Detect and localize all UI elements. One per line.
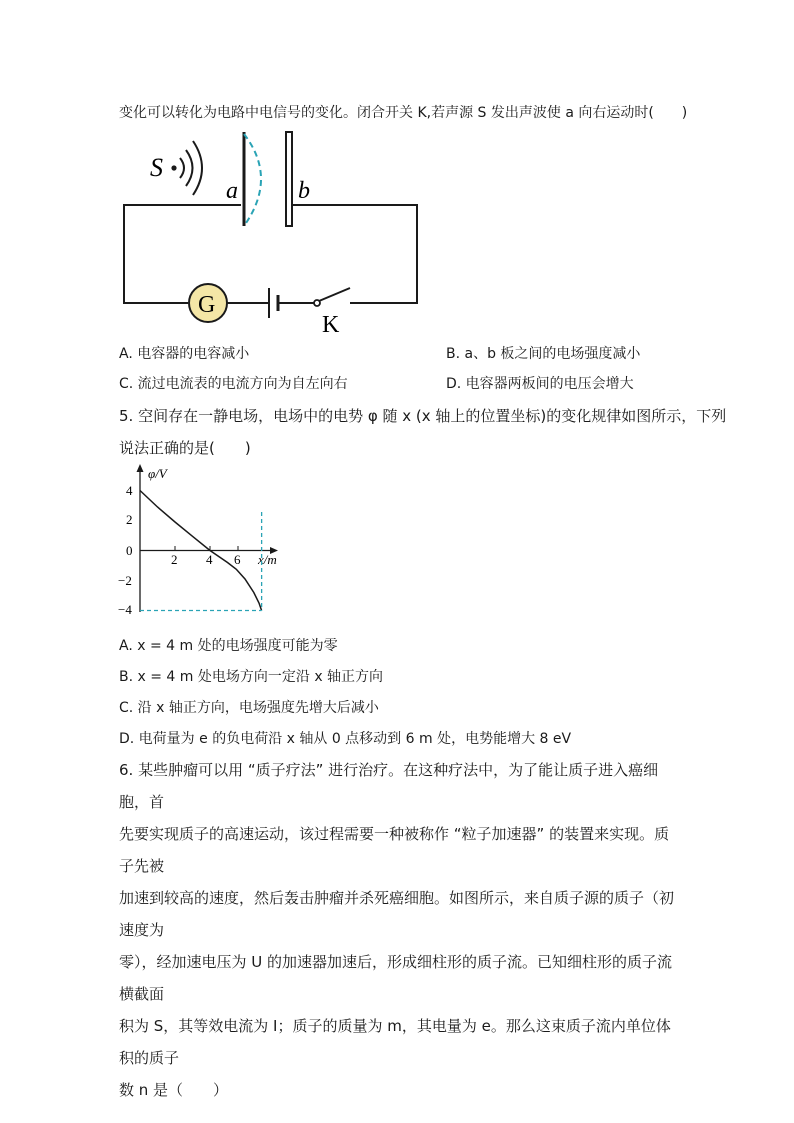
circuit-diagram [118,128,438,338]
x-tick-2: 2 [171,552,178,567]
y-tick-0: 0 [126,543,133,558]
sound-wave-2 [186,150,193,186]
q5-option-a[interactable]: A. x = 4 m 处的电场强度可能为零 [119,638,338,654]
wire-left [124,205,241,303]
potential-chart [118,462,298,622]
sound-source-dot [171,165,176,170]
plate-b-label: b [298,178,310,204]
q6-line-5: 积为 S，其等效电流为 I；质子的质量为 m，其电量为 e。那么这束质子流内单位体积的质子 [119,1017,671,1067]
x-tick-6: 6 [234,552,241,567]
q6-line-6: 数 n 是（ ） [119,1081,229,1099]
q5-option-d[interactable]: D. 电荷量为 e 的负电荷沿 x 轴从 0 点移动到 6 m 处，电势能增大 8 eV [119,731,572,747]
q4-option-a[interactable]: A. 电容器的电容减小 [119,346,250,362]
y-axis-label: φ/V [148,466,167,481]
q5-stem-line-2: 说法正确的是( ) [119,439,251,457]
q4-option-c[interactable]: C. 流过电流表的电流方向为自左向右 [119,376,348,392]
q6-line-1: 6. 某些肿瘤可以用 “质子疗法” 进行治疗。在这种疗法中，为了能让质子进入癌细胞，首 [119,761,659,811]
sound-source-label: S [150,153,163,182]
q5-option-c[interactable]: C. 沿 x 轴正方向，电场强度先增大后减小 [119,700,379,716]
y-tick-neg4: −4 [118,602,132,617]
switch-label: K [322,312,340,338]
q6-stem [119,754,679,1106]
q4-option-b[interactable]: B. a、b 板之间的电场强度减小 [446,346,641,362]
q6-line-3: 加速到较高的速度，然后轰击肿瘤并杀死癌细胞。如图所示，来自质子源的质子（初速度为 [119,889,675,939]
q4-stem: 变化可以转化为电路中电信号的变化。闭合开关 K,若声源 S 发出声波使 a 向右运动时( ) [119,105,688,121]
plate-a-label: a [226,178,238,204]
galvanometer-label: G [198,292,216,318]
q6-line-4: 零），经加速电压为 U 的加速器加速后，形成细柱形的质子流。已知细柱形的质子流横截面 [119,953,673,1003]
y-axis-arrow [137,464,144,472]
x-tick-4: 4 [206,552,213,567]
plate-b [286,132,292,226]
q5-option-b[interactable]: B. x = 4 m 处电场方向一定沿 x 轴正方向 [119,669,384,685]
wire-right [292,205,417,303]
y-tick-neg2: −2 [118,573,132,588]
y-tick-4: 4 [126,483,133,498]
plate-a-deformed [244,134,261,226]
switch-blade [319,288,350,301]
y-tick-2: 2 [126,512,133,527]
x-axis-label: x/m [258,552,277,567]
sound-wave-1 [180,158,184,178]
q5-stem-line-1: 5. 空间存在一静电场，电场中的电势 φ 随 x (x 轴上的位置坐标)的变化规律如图所示，下列 [119,407,727,425]
q4-option-d[interactable]: D. 电容器两板间的电压会增大 [446,376,634,392]
sound-wave-3 [193,141,202,195]
q6-line-2: 先要实现质子的高速运动，该过程需要一种被称作 “粒子加速器” 的装置来实现。质子先被 [119,825,670,875]
